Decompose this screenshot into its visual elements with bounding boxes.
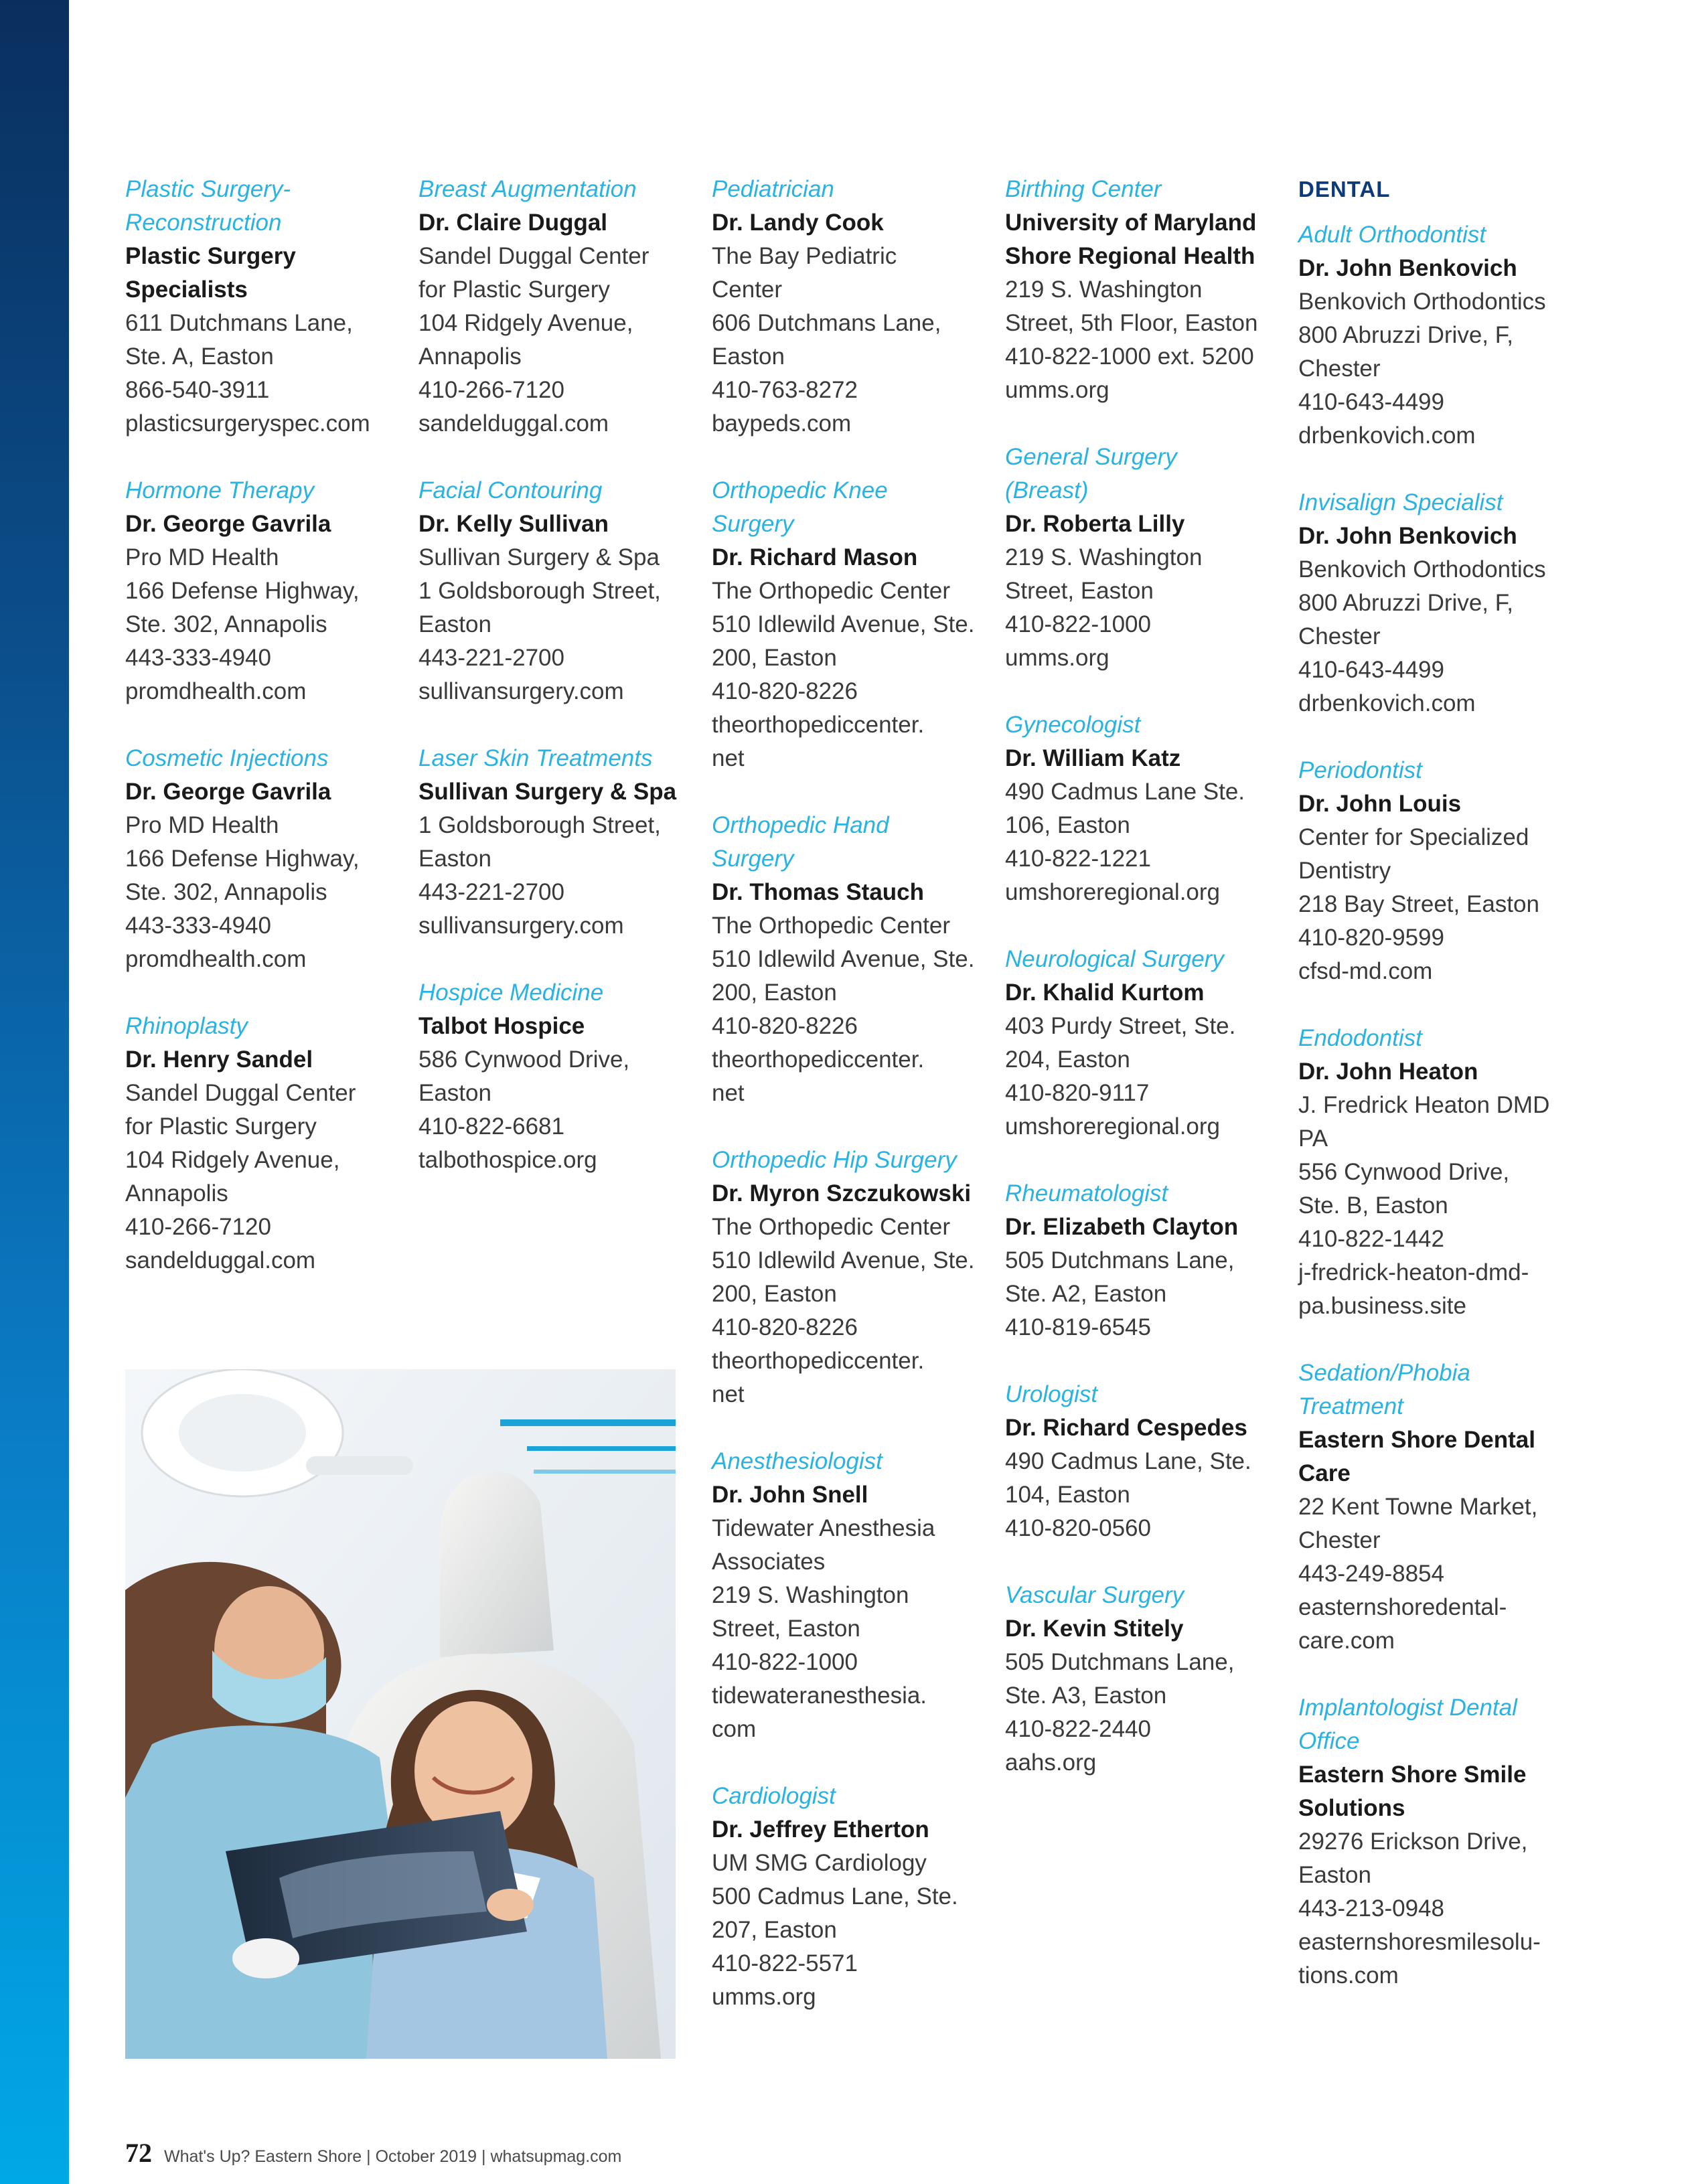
entry-detail: J. Fredrick Heaton DMD — [1298, 1092, 1550, 1118]
entry-detail: tions.com — [1298, 1962, 1399, 1988]
directory-entry — [712, 1445, 993, 1746]
entry-detail: Associates — [712, 1549, 826, 1575]
entry-detail: umms.org — [712, 1984, 816, 2010]
entry-detail: Sandel Duggal Center — [418, 243, 649, 269]
entry-detail: 611 Dutchmans Lane, — [125, 310, 353, 336]
entry-category: Reconstruction — [125, 210, 282, 236]
entry-name: Dr. Henry Sandel — [125, 1046, 313, 1073]
entry-detail: PA — [1298, 1125, 1328, 1152]
entry-detail: Center — [712, 277, 783, 303]
entry-detail: promdhealth.com — [125, 678, 307, 704]
entry-detail: 443-213-0948 — [1298, 1895, 1444, 1922]
entry-name: Plastic Surgery — [125, 243, 296, 269]
directory-entry — [1298, 1356, 1580, 1658]
entry-category: Hospice Medicine — [418, 980, 604, 1006]
entry-detail: sullivansurgery.com — [418, 678, 624, 704]
entry-detail: Chester — [1298, 1527, 1381, 1553]
entry-detail: 166 Defense Highway, — [125, 846, 360, 872]
entry-name: Dr. George Gavrila — [125, 779, 331, 805]
entry-name: Dr. Myron Szczukowski — [712, 1180, 972, 1206]
entry-detail: 29276 Erickson Drive, — [1298, 1828, 1528, 1855]
entry-detail: com — [712, 1716, 757, 1742]
entry-detail: 443-333-4940 — [125, 645, 271, 671]
entry-detail: Ste. 302, Annapolis — [125, 611, 327, 637]
directory-entry — [1005, 943, 1286, 1144]
entry-detail: Easton — [418, 611, 491, 637]
entry-detail: 200, Easton — [712, 645, 837, 671]
entry-detail: 410-643-4499 — [1298, 657, 1444, 683]
entry-detail: easternshoredental- — [1298, 1594, 1507, 1620]
entry-detail: 410-643-4499 — [1298, 389, 1444, 415]
entry-category: Facial Contouring — [418, 477, 603, 503]
entry-category: Office — [1298, 1728, 1360, 1754]
entry-name: Dr. George Gavrila — [125, 511, 331, 537]
entry-detail: The Orthopedic Center — [712, 1214, 951, 1240]
entry-detail: 443-249-8854 — [1298, 1561, 1444, 1587]
entry-category: Cosmetic Injections — [125, 745, 329, 771]
entry-detail: 410-822-1000 ext. 5200 — [1005, 343, 1254, 370]
directory-entry — [418, 742, 700, 943]
entry-category: Orthopedic Hand — [712, 812, 889, 838]
entry-category: Vascular Surgery — [1005, 1582, 1184, 1608]
entry-detail: Street, Easton — [712, 1616, 860, 1642]
entry-detail: 204, Easton — [1005, 1046, 1130, 1073]
directory-entry — [418, 173, 700, 441]
entry-detail: 866-540-3911 — [125, 377, 270, 403]
entry-detail: 800 Abruzzi Drive, F, — [1298, 322, 1513, 348]
section-heading-dental: DENTAL — [1298, 177, 1391, 202]
entry-category: Cardiologist — [712, 1783, 836, 1809]
entry-detail: 505 Dutchmans Lane, — [1005, 1649, 1235, 1675]
entry-detail: 104, Easton — [1005, 1482, 1130, 1508]
entry-detail: 500 Cadmus Lane, Ste. — [712, 1883, 958, 1909]
entry-detail: Chester — [1298, 623, 1381, 649]
directory-entry — [712, 173, 993, 441]
entry-detail: 22 Kent Towne Market, — [1298, 1494, 1538, 1520]
directory-entry — [1298, 754, 1580, 988]
entry-detail: drbenkovich.com — [1298, 422, 1476, 449]
entry-detail: 207, Easton — [712, 1917, 837, 1943]
entry-detail: 510 Idlewild Avenue, Ste. — [712, 611, 975, 637]
entry-detail: umshoreregional.org — [1005, 1113, 1221, 1140]
directory-entry — [1298, 486, 1580, 720]
entry-category: Breast Augmentation — [418, 176, 637, 202]
photo-illustration — [125, 1369, 676, 2059]
page-number: 72 — [125, 2138, 152, 2168]
entry-detail: 800 Abruzzi Drive, F, — [1298, 590, 1513, 616]
entry-name: Dr. John Benkovich — [1298, 255, 1517, 281]
entry-detail: Street, 5th Floor, Easton — [1005, 310, 1258, 336]
entry-detail: Chester — [1298, 356, 1381, 382]
entry-detail: cfsd-md.com — [1298, 958, 1433, 984]
entry-detail: umshoreregional.org — [1005, 879, 1221, 905]
entry-category: Endodontist — [1298, 1025, 1422, 1051]
entry-name: Dr. John Louis — [1298, 791, 1462, 817]
entry-detail: 410-822-1221 — [1005, 846, 1151, 872]
entry-name: Eastern Shore Dental — [1298, 1427, 1535, 1453]
entry-detail: Annapolis — [418, 343, 522, 370]
entry-name: Dr. Kelly Sullivan — [418, 511, 609, 537]
entry-name: Specialists — [125, 277, 248, 303]
entry-detail: pa.business.site — [1298, 1293, 1466, 1319]
directory-column-4 — [1005, 173, 1286, 1813]
entry-detail: theorthopediccenter. — [712, 712, 925, 738]
entry-detail: 1 Goldsborough Street, — [418, 812, 661, 838]
directory-entry — [712, 1780, 993, 2014]
directory-entry — [418, 474, 700, 708]
entry-category: Rhinoplasty — [125, 1013, 248, 1039]
entry-name: Dr. John Benkovich — [1298, 523, 1517, 549]
entry-detail: 490 Cadmus Lane Ste. — [1005, 779, 1245, 805]
entry-name: Dr. Khalid Kurtom — [1005, 980, 1205, 1006]
directory-entry — [712, 809, 993, 1110]
entry-detail: 410-819-6545 — [1005, 1314, 1151, 1340]
directory-column-2 — [418, 173, 700, 1211]
entry-category: Treatment — [1298, 1393, 1403, 1419]
entry-name: Talbot Hospice — [418, 1013, 585, 1039]
entry-name: Dr. Kevin Stitely — [1005, 1616, 1184, 1642]
entry-detail: 443-333-4940 — [125, 913, 271, 939]
entry-name: University of Maryland — [1005, 210, 1257, 236]
entry-category: Birthing Center — [1005, 176, 1162, 202]
entry-detail: sandelduggal.com — [125, 1247, 316, 1273]
entry-detail: 510 Idlewild Avenue, Ste. — [712, 1247, 975, 1273]
entry-detail: 410-266-7120 — [125, 1214, 271, 1240]
entry-name: Dr. Landy Cook — [712, 210, 884, 236]
entry-detail: 410-822-1000 — [712, 1649, 858, 1675]
entry-detail: 490 Cadmus Lane, Ste. — [1005, 1448, 1251, 1474]
entry-category: Surgery — [712, 846, 794, 872]
entry-detail: 443-221-2700 — [418, 879, 564, 905]
entry-detail: 106, Easton — [1005, 812, 1130, 838]
entry-category: Plastic Surgery- — [125, 176, 291, 202]
entry-detail: 410-822-2440 — [1005, 1716, 1151, 1742]
entry-category: Orthopedic Knee — [712, 477, 888, 503]
entry-detail: 505 Dutchmans Lane, — [1005, 1247, 1235, 1273]
entry-detail: theorthopediccenter. — [712, 1046, 925, 1073]
entry-detail: UM SMG Cardiology — [712, 1850, 927, 1876]
entry-detail: 104 Ridgely Avenue, — [125, 1147, 340, 1173]
directory-entry — [1005, 1378, 1286, 1545]
entry-detail: Dentistry — [1298, 858, 1391, 884]
entry-category: Anesthesiologist — [712, 1448, 883, 1474]
entry-name: Shore Regional Health — [1005, 243, 1255, 269]
directory-entry — [1005, 441, 1286, 675]
entry-detail: plasticsurgeryspec.com — [125, 410, 370, 437]
entry-detail: talbothospice.org — [418, 1147, 597, 1173]
directory-entry — [1005, 1177, 1286, 1344]
entry-detail: Ste. A3, Easton — [1005, 1683, 1167, 1709]
entry-detail: The Orthopedic Center — [712, 913, 951, 939]
entry-category: Adult Orthodontist — [1298, 222, 1486, 248]
directory-entry — [1298, 218, 1580, 453]
entry-detail: 410-822-1442 — [1298, 1226, 1444, 1252]
entry-detail: 200, Easton — [712, 980, 837, 1006]
entry-category: Surgery — [712, 511, 794, 537]
entry-category: Hormone Therapy — [125, 477, 315, 503]
entry-detail: care.com — [1298, 1628, 1395, 1654]
entry-detail: 104 Ridgely Avenue, — [418, 310, 633, 336]
entry-category: Pediatrician — [712, 176, 834, 202]
directory-column-3 — [712, 173, 993, 2047]
directory-entry — [418, 976, 700, 1177]
dentist-with-child-photo — [125, 1369, 676, 2059]
entry-detail: 410-763-8272 — [712, 377, 858, 403]
entry-detail: Pro MD Health — [125, 544, 279, 570]
entry-category: General Surgery — [1005, 444, 1177, 470]
entry-detail: 218 Bay Street, Easton — [1298, 891, 1539, 917]
entry-name: Sullivan Surgery & Spa — [418, 779, 677, 805]
entry-name: Dr. Claire Duggal — [418, 210, 608, 236]
entry-detail: 410-820-8226 — [712, 678, 858, 704]
directory-entry — [712, 474, 993, 775]
entry-detail: Easton — [418, 1080, 491, 1106]
entry-detail: Center for Specialized — [1298, 824, 1529, 850]
entry-name: Dr. Elizabeth Clayton — [1005, 1214, 1239, 1240]
entry-name: Dr. Jeffrey Etherton — [712, 1816, 929, 1843]
directory-entry — [712, 1144, 993, 1411]
entry-category: Urologist — [1005, 1381, 1098, 1407]
entry-detail: 410-820-0560 — [1005, 1515, 1151, 1541]
entry-name: Care — [1298, 1460, 1351, 1486]
entry-detail: 410-820-9117 — [1005, 1080, 1150, 1106]
entry-detail: tidewateranesthesia. — [712, 1683, 927, 1709]
directory-entry — [125, 173, 406, 441]
entry-detail: 166 Defense Highway, — [125, 578, 360, 604]
entry-category: Periodontist — [1298, 757, 1422, 783]
entry-detail: Benkovich Orthodontics — [1298, 556, 1546, 582]
entry-detail: 219 S. Washington — [1005, 277, 1203, 303]
entry-category: (Breast) — [1005, 477, 1089, 503]
entry-category: Sedation/Phobia — [1298, 1360, 1470, 1386]
entry-detail: 219 S. Washington — [1005, 544, 1203, 570]
entry-detail: Street, Easton — [1005, 578, 1154, 604]
entry-detail: net — [712, 1080, 745, 1106]
entry-detail: 586 Cynwood Drive, — [418, 1046, 630, 1073]
entry-detail: 410-820-9599 — [1298, 925, 1444, 951]
entry-category: Invisalign Specialist — [1298, 489, 1503, 516]
entry-detail: Sullivan Surgery & Spa — [418, 544, 660, 570]
entry-detail: theorthopediccenter. — [712, 1348, 925, 1374]
entry-name: Dr. Roberta Lilly — [1005, 511, 1185, 537]
entry-category: Orthopedic Hip Surgery — [712, 1147, 957, 1173]
entry-detail: 1 Goldsborough Street, — [418, 578, 661, 604]
entry-detail: Benkovich Orthodontics — [1298, 289, 1546, 315]
entry-detail: Easton — [1298, 1862, 1371, 1888]
entry-category: Implantologist Dental — [1298, 1695, 1517, 1721]
entry-detail: Easton — [712, 343, 785, 370]
entry-detail: 410-820-8226 — [712, 1314, 858, 1340]
entry-detail: The Bay Pediatric — [712, 243, 897, 269]
entry-detail: for Plastic Surgery — [125, 1113, 317, 1140]
entry-detail: Sandel Duggal Center — [125, 1080, 356, 1106]
entry-detail: 410-822-1000 — [1005, 611, 1151, 637]
entry-name: Dr. William Katz — [1005, 745, 1181, 771]
directory-entry — [1298, 1691, 1580, 1993]
entry-detail: net — [712, 1381, 745, 1407]
entry-name: Dr. John Snell — [712, 1482, 868, 1508]
entry-category: Neurological Surgery — [1005, 946, 1224, 972]
entry-detail: 410-820-8226 — [712, 1013, 858, 1039]
directory-entry — [1005, 1579, 1286, 1780]
entry-detail: net — [712, 745, 745, 771]
entry-detail: 443-221-2700 — [418, 645, 564, 671]
page-footer — [125, 2137, 621, 2171]
entry-detail: 200, Easton — [712, 1281, 837, 1307]
entry-detail: drbenkovich.com — [1298, 690, 1476, 716]
entry-detail: sandelduggal.com — [418, 410, 609, 437]
entry-name: Dr. Richard Cespedes — [1005, 1415, 1247, 1441]
entry-detail: 410-266-7120 — [418, 377, 564, 403]
directory-entry — [125, 742, 406, 976]
footer-publication-info: What's Up? Eastern Shore | October 2019 | whatsupmag.com — [164, 2147, 622, 2166]
directory-entry — [1005, 708, 1286, 909]
entry-name: Dr. Thomas Stauch — [712, 879, 925, 905]
directory-column-5 — [1298, 173, 1580, 2026]
entry-detail: easternshoresmilesolu- — [1298, 1929, 1541, 1955]
directory-entry — [125, 474, 406, 708]
entry-category: Rheumatologist — [1005, 1180, 1168, 1206]
entry-detail: 556 Cynwood Drive, — [1298, 1159, 1510, 1185]
entry-detail: Ste. A2, Easton — [1005, 1281, 1167, 1307]
directory-column-1 — [125, 173, 406, 1311]
entry-detail: Ste. 302, Annapolis — [125, 879, 327, 905]
entry-detail: The Orthopedic Center — [712, 578, 951, 604]
directory-entry — [125, 1010, 406, 1277]
entry-category: Gynecologist — [1005, 712, 1141, 738]
entry-detail: 403 Purdy Street, Ste. — [1005, 1013, 1236, 1039]
entry-name: Dr. John Heaton — [1298, 1059, 1478, 1085]
entry-detail: promdhealth.com — [125, 946, 307, 972]
entry-detail: aahs.org — [1005, 1749, 1097, 1776]
entry-name: Solutions — [1298, 1795, 1405, 1821]
entry-detail: 410-822-6681 — [418, 1113, 564, 1140]
side-color-bar — [0, 0, 69, 2184]
entry-detail: Ste. A, Easton — [125, 343, 274, 370]
entry-detail: Easton — [418, 846, 491, 872]
entry-detail: Tidewater Anesthesia — [712, 1515, 935, 1541]
directory-entry — [1298, 1022, 1580, 1323]
directory-entry — [1005, 173, 1286, 407]
entry-detail: 510 Idlewild Avenue, Ste. — [712, 946, 975, 972]
entry-name: Eastern Shore Smile — [1298, 1762, 1527, 1788]
entry-detail: sullivansurgery.com — [418, 913, 624, 939]
entry-detail: umms.org — [1005, 645, 1110, 671]
entry-name: Dr. Richard Mason — [712, 544, 918, 570]
entry-category: Laser Skin Treatments — [418, 745, 653, 771]
entry-detail: 606 Dutchmans Lane, — [712, 310, 941, 336]
entry-detail: 410-822-5571 — [712, 1950, 858, 1976]
entry-detail: 219 S. Washington — [712, 1582, 909, 1608]
entry-detail: Pro MD Health — [125, 812, 279, 838]
entry-detail: Annapolis — [125, 1180, 228, 1206]
entry-detail: Ste. B, Easton — [1298, 1192, 1448, 1219]
entry-detail: j-fredrick-heaton-dmd- — [1298, 1259, 1529, 1285]
entry-detail: for Plastic Surgery — [418, 277, 610, 303]
entry-detail: baypeds.com — [712, 410, 852, 437]
entry-detail: umms.org — [1005, 377, 1110, 403]
